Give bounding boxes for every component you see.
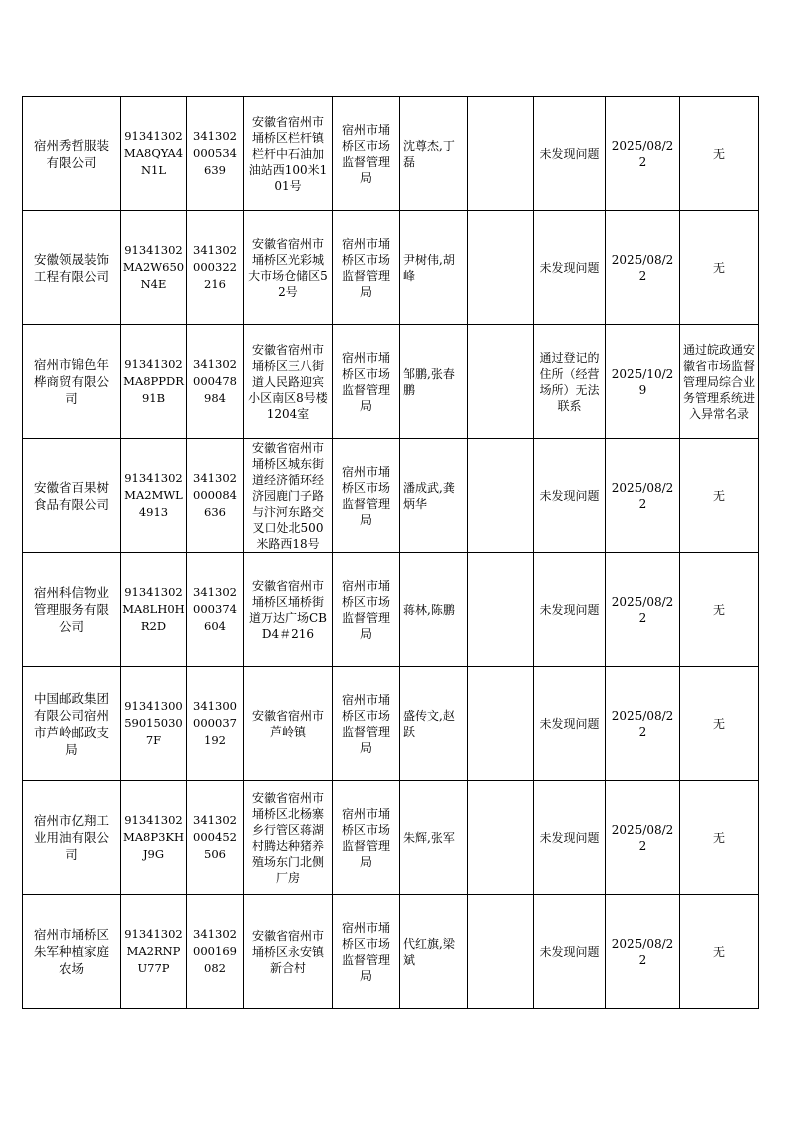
address-cell: 安徽省宿州市埇桥区北杨寨乡行管区蒋湖村腾达种猪养殖场东门北侧厂房 [244,781,333,895]
handling-result-cell: 无 [680,553,759,667]
inspectors-cell: 朱辉,张军 [400,781,468,895]
inspection-result-cell: 未发现问题 [534,781,606,895]
registration-number-cell: 341302000478984 [187,325,244,439]
address-cell: 安徽省宿州市芦岭镇 [244,667,333,781]
credit-code-cell: 91341302MA2RNPU77P [121,895,187,1009]
address-cell: 安徽省宿州市埇桥区埇桥街道万达广场CBD4＃216 [244,553,333,667]
inspection-result-cell: 未发现问题 [534,211,606,325]
company-name-cell: 宿州科信物业管理服务有限公司 [23,553,121,667]
table-row [23,553,759,667]
table-row [23,97,759,211]
handling-result-cell: 无 [680,781,759,895]
inspection-date-cell: 2025/08/22 [606,211,680,325]
inspection-results-table [22,96,759,1009]
inspectors-cell: 盛传文,赵跃 [400,667,468,781]
inspectors-cell: 蒋林,陈鹏 [400,553,468,667]
table-row [23,895,759,1009]
registration-number-cell: 341302000452506 [187,781,244,895]
registration-number-cell: 341300000037192 [187,667,244,781]
table-row [23,439,759,553]
credit-code-cell: 91341302MA2MWL4913 [121,439,187,553]
handling-result-cell: 无 [680,667,759,781]
empty-cell [468,325,534,439]
inspectors-cell: 沈尊杰,丁磊 [400,97,468,211]
inspection-date-cell: 2025/08/22 [606,97,680,211]
inspection-result-cell: 未发现问题 [534,97,606,211]
inspection-date-cell: 2025/08/22 [606,667,680,781]
inspectors-cell: 代红旗,梁斌 [400,895,468,1009]
company-name-cell: 宿州市锦色年桦商贸有限公司 [23,325,121,439]
inspection-date-cell: 2025/08/22 [606,439,680,553]
credit-code-cell: 91341302MA8LH0HR2D [121,553,187,667]
registration-number-cell: 341302000084636 [187,439,244,553]
table-row [23,325,759,439]
inspection-date-cell: 2025/10/29 [606,325,680,439]
address-cell: 安徽省宿州市埇桥区光彩城大市场仓储区52号 [244,211,333,325]
inspection-department-cell: 宿州市埇桥区市场监督管理局 [333,667,400,781]
inspection-department-cell: 宿州市埇桥区市场监督管理局 [333,553,400,667]
empty-cell [468,97,534,211]
table-row [23,781,759,895]
empty-cell [468,895,534,1009]
inspection-date-cell: 2025/08/22 [606,553,680,667]
inspection-result-cell: 未发现问题 [534,667,606,781]
inspection-department-cell: 宿州市埇桥区市场监督管理局 [333,97,400,211]
table-row [23,667,759,781]
address-cell: 安徽省宿州市埇桥区永安镇新合村 [244,895,333,1009]
inspection-result-cell: 通过登记的住所（经营场所）无法联系 [534,325,606,439]
registration-number-cell: 341302000322216 [187,211,244,325]
credit-code-cell: 91341302MA8P3KHJ9G [121,781,187,895]
company-name-cell: 宿州秀哲服装有限公司 [23,97,121,211]
registration-number-cell: 341302000169082 [187,895,244,1009]
empty-cell [468,667,534,781]
credit-code-cell: 91341302MA8PPDR91B [121,325,187,439]
company-name-cell: 宿州市埇桥区朱军种植家庭农场 [23,895,121,1009]
credit-code-cell: 91341302MA2W650N4E [121,211,187,325]
table-row [23,211,759,325]
inspectors-cell: 尹树伟,胡峰 [400,211,468,325]
inspection-result-cell: 未发现问题 [534,895,606,1009]
credit-code-cell: 91341302MA8QYA4N1L [121,97,187,211]
handling-result-cell: 无 [680,97,759,211]
handling-result-cell: 无 [680,211,759,325]
registration-number-cell: 341302000374604 [187,553,244,667]
inspection-department-cell: 宿州市埇桥区市场监督管理局 [333,325,400,439]
handling-result-cell: 无 [680,895,759,1009]
inspection-department-cell: 宿州市埇桥区市场监督管理局 [333,439,400,553]
registration-number-cell: 341302000534639 [187,97,244,211]
inspection-result-cell: 未发现问题 [534,439,606,553]
inspection-department-cell: 宿州市埇桥区市场监督管理局 [333,211,400,325]
company-name-cell: 安徽领晟装饰工程有限公司 [23,211,121,325]
inspectors-cell: 潘成武,龚炳华 [400,439,468,553]
empty-cell [468,781,534,895]
company-name-cell: 中国邮政集团有限公司宿州市芦岭邮政支局 [23,667,121,781]
table-body [23,97,759,1009]
credit-code-cell: 91341300590150307F [121,667,187,781]
address-cell: 安徽省宿州市埇桥区城东街道经济循环经济园鹿门子路与汴河东路交叉口处北500米路西18号 [244,439,333,553]
empty-cell [468,211,534,325]
empty-cell [468,553,534,667]
handling-result-cell: 通过皖政通安徽省市场监督管理局综合业务管理系统进入异常名录 [680,325,759,439]
address-cell: 安徽省宿州市埇桥区三八街道人民路迎宾小区南区8号楼1204室 [244,325,333,439]
inspection-department-cell: 宿州市埇桥区市场监督管理局 [333,895,400,1009]
company-name-cell: 安徽省百果树食品有限公司 [23,439,121,553]
address-cell: 安徽省宿州市埇桥区栏杆镇栏杆中石油加油站西100米101号 [244,97,333,211]
handling-result-cell: 无 [680,439,759,553]
inspectors-cell: 邹鹏,张春鹏 [400,325,468,439]
empty-cell [468,439,534,553]
inspection-department-cell: 宿州市埇桥区市场监督管理局 [333,781,400,895]
company-name-cell: 宿州市亿翔工业用油有限公司 [23,781,121,895]
inspection-date-cell: 2025/08/22 [606,895,680,1009]
inspection-date-cell: 2025/08/22 [606,781,680,895]
inspection-result-cell: 未发现问题 [534,553,606,667]
